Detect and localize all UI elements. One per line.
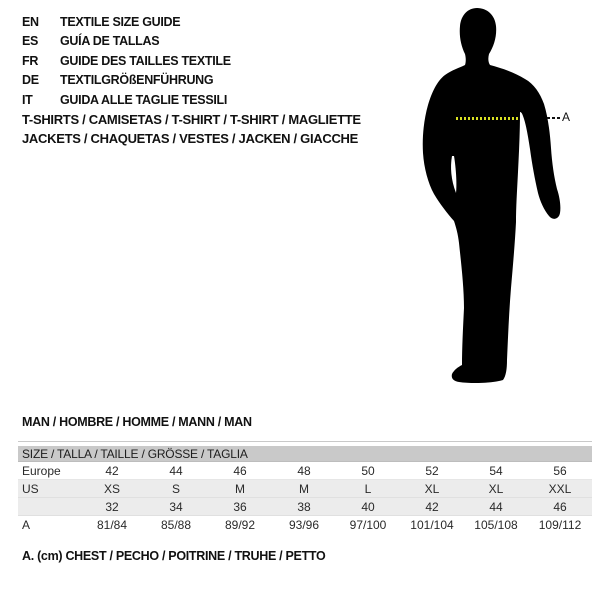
language-row	[22, 90, 231, 110]
size-table-body	[18, 462, 592, 534]
row-label: US	[22, 481, 39, 496]
size-cell: M	[299, 481, 309, 496]
table-row	[18, 480, 592, 498]
size-cell: XL	[488, 481, 504, 496]
size-cell: 32	[105, 499, 119, 514]
language-code: DE	[22, 73, 39, 88]
language-label: GUIDE DES TAILLES TEXTILE	[60, 53, 231, 68]
size-cell: 34	[169, 499, 183, 514]
size-cell: 93/96	[288, 518, 320, 532]
size-cell: 56	[553, 463, 567, 478]
row-label: Europe	[22, 463, 61, 478]
size-cell: 40	[361, 499, 375, 514]
size-cell: 48	[297, 463, 311, 478]
size-cell: S	[171, 481, 180, 496]
chest-measure-line	[456, 117, 519, 120]
size-cell: 46	[233, 463, 247, 478]
size-cell: XXL	[548, 481, 572, 496]
size-cell: 52	[425, 463, 439, 478]
silhouette-body	[423, 8, 561, 383]
category-line: JACKETS / CHAQUETAS / VESTES / JACKEN / GIACCHE	[22, 131, 358, 146]
language-label: GUIDA ALLE TAGLIE TESSILI	[60, 92, 228, 107]
size-cell: XS	[103, 481, 120, 496]
size-cell: 50	[361, 463, 375, 478]
language-row	[22, 32, 231, 52]
size-cell: 44	[169, 463, 183, 478]
table-top-rule	[18, 441, 592, 442]
size-cell: 85/88	[160, 518, 192, 532]
language-label: TEXTILE SIZE GUIDE	[60, 14, 181, 29]
size-cell: 54	[489, 463, 503, 478]
footnote: A. (cm) CHEST / PECHO / POITRINE / TRUHE / PETTO	[22, 549, 326, 563]
table-row	[18, 516, 592, 534]
table-row	[18, 498, 592, 516]
language-code: EN	[22, 14, 39, 29]
language-code: IT	[22, 92, 33, 107]
table-row	[18, 462, 592, 480]
language-label: GUÍA DE TALLAS	[60, 34, 160, 49]
size-table	[18, 446, 592, 534]
size-cell: 109/112	[538, 518, 582, 532]
language-label: TEXTILGRÖßENFÜHRUNG	[60, 73, 214, 88]
category-lines	[22, 110, 361, 148]
measure-label-a: A	[562, 110, 571, 124]
size-cell: 97/100	[349, 518, 387, 532]
size-cell: 105/108	[474, 518, 518, 532]
language-code: FR	[22, 53, 39, 68]
language-list	[22, 12, 231, 110]
size-cell: 89/92	[224, 518, 256, 532]
size-cell: 36	[233, 499, 247, 514]
measure-callout-dashes	[547, 117, 561, 119]
language-code: ES	[22, 34, 39, 49]
size-cell: M	[235, 481, 245, 496]
size-cell: 44	[489, 499, 503, 514]
language-row	[22, 71, 231, 91]
size-cell: 38	[297, 499, 311, 514]
category-line: T-SHIRTS / CAMISETAS / T-SHIRT / T-SHIRT / MAGLIETTE	[22, 112, 361, 127]
row-label: A	[22, 518, 31, 532]
section-title: MAN / HOMBRE / HOMME / MANN / MAN	[22, 415, 252, 429]
language-row	[22, 51, 231, 71]
size-cell: 42	[425, 499, 439, 514]
size-cell: L	[364, 481, 372, 496]
language-row	[22, 12, 231, 32]
man-silhouette	[418, 4, 570, 390]
size-cell: 46	[553, 499, 567, 514]
size-cell: 42	[105, 463, 119, 478]
size-cell: 81/84	[96, 518, 128, 532]
table-header: SIZE / TALLA / TAILLE / GRÖSSE / TAGLIA	[18, 446, 592, 462]
size-cell: 101/104	[410, 518, 454, 532]
size-cell: XL	[424, 481, 440, 496]
